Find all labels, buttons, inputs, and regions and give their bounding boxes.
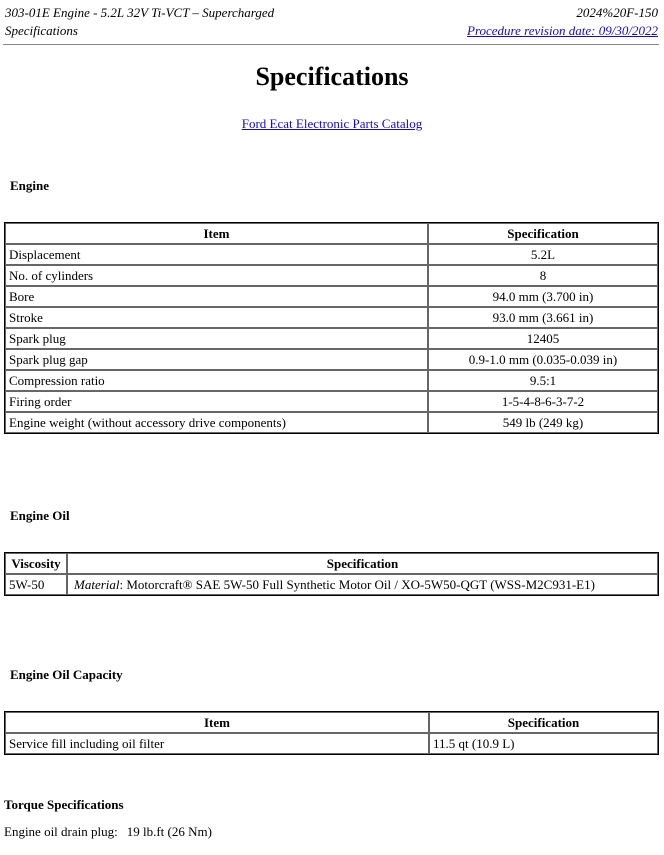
- engine-item-cell: No. of cylinders: [5, 265, 428, 286]
- engine-item-cell: Engine weight (without accessory drive components): [5, 412, 428, 433]
- table-row: [5, 574, 658, 595]
- column-header-specification: Specification: [67, 553, 658, 574]
- table-row: [5, 286, 658, 307]
- engine-spec-cell: 93.0 mm (3.661 in): [428, 307, 658, 328]
- header-divider: [3, 44, 659, 45]
- column-header-item: Item: [5, 712, 429, 733]
- material-label: Material: [74, 576, 120, 592]
- engine-oil-table: [4, 552, 659, 596]
- torque-label: Engine oil drain plug:: [4, 824, 118, 839]
- table-header-row: [5, 223, 658, 244]
- engine-item-cell: Stroke: [5, 307, 428, 328]
- torque-specifications-heading: Torque Specifications: [4, 797, 124, 812]
- engine-item-cell: Spark plug gap: [5, 349, 428, 370]
- column-header-item: Item: [5, 223, 428, 244]
- engine-item-cell: Bore: [5, 286, 428, 307]
- vehicle-model: 2024%20F-150: [576, 5, 658, 20]
- table-row: [5, 328, 658, 349]
- document-header: [5, 4, 658, 40]
- material-text: : Motorcraft® SAE 5W-50 Full Synthetic Motor Oil / XO-5W50-QGT (WSS-M2C931-E1): [119, 576, 595, 592]
- column-header-specification: Specification: [429, 712, 658, 733]
- table-row: [5, 733, 658, 754]
- page-title: Specifications: [255, 62, 409, 91]
- table-row: [5, 307, 658, 328]
- engine-oil-capacity-heading: Engine Oil Capacity: [10, 667, 123, 682]
- torque-value: 19 lb.ft (26 Nm): [126, 824, 212, 839]
- table-row: [5, 391, 658, 412]
- oil-capacity-table: [4, 711, 659, 755]
- engine-spec-cell: 5.2L: [428, 244, 658, 265]
- revision-date-link[interactable]: Procedure revision date: 09/30/2022: [467, 23, 658, 38]
- engine-item-cell: Firing order: [5, 391, 428, 412]
- table-header-row: [5, 712, 658, 733]
- section-subtitle: Specifications: [5, 23, 78, 38]
- capacity-item: Service fill including oil filter: [5, 733, 429, 754]
- engine-heading: Engine: [10, 178, 50, 193]
- engine-spec-cell: 0.9-1.0 mm (0.035-0.039 in): [428, 349, 658, 370]
- engine-item-cell: Displacement: [5, 244, 428, 265]
- engine-spec-cell: 1-5-4-8-6-3-7-2: [428, 391, 658, 412]
- engine-spec-cell: 549 lb (249 kg): [428, 412, 658, 433]
- engine-spec-table: [4, 222, 659, 434]
- engine-item-cell: Spark plug: [5, 328, 428, 349]
- oil-specification-cell: [67, 574, 658, 595]
- procedure-title: 303-01E Engine - 5.2L 32V Ti-VCT – Supercharged: [5, 5, 275, 20]
- engine-oil-heading: Engine Oil: [10, 508, 70, 523]
- engine-item-cell: Compression ratio: [5, 370, 428, 391]
- engine-spec-cell: 94.0 mm (3.700 in): [428, 286, 658, 307]
- viscosity-value: 5W-50: [5, 574, 67, 595]
- table-row: [5, 370, 658, 391]
- engine-spec-cell: 12405: [428, 328, 658, 349]
- column-header-specification: Specification: [428, 223, 658, 244]
- parts-catalog-link[interactable]: Ford Ecat Electronic Parts Catalog: [241, 116, 423, 131]
- capacity-spec: 11.5 qt (10.9 L): [429, 733, 658, 754]
- table-row: [5, 412, 658, 433]
- table-header-row: [5, 553, 658, 574]
- column-header-viscosity: Viscosity: [5, 553, 67, 574]
- table-row: [5, 349, 658, 370]
- table-row: [5, 244, 658, 265]
- torque-spec-line: [4, 824, 212, 840]
- engine-spec-cell: 8: [428, 265, 658, 286]
- catalog-link-container: [0, 116, 664, 132]
- table-row: [5, 265, 658, 286]
- engine-spec-cell: 9.5:1: [428, 370, 658, 391]
